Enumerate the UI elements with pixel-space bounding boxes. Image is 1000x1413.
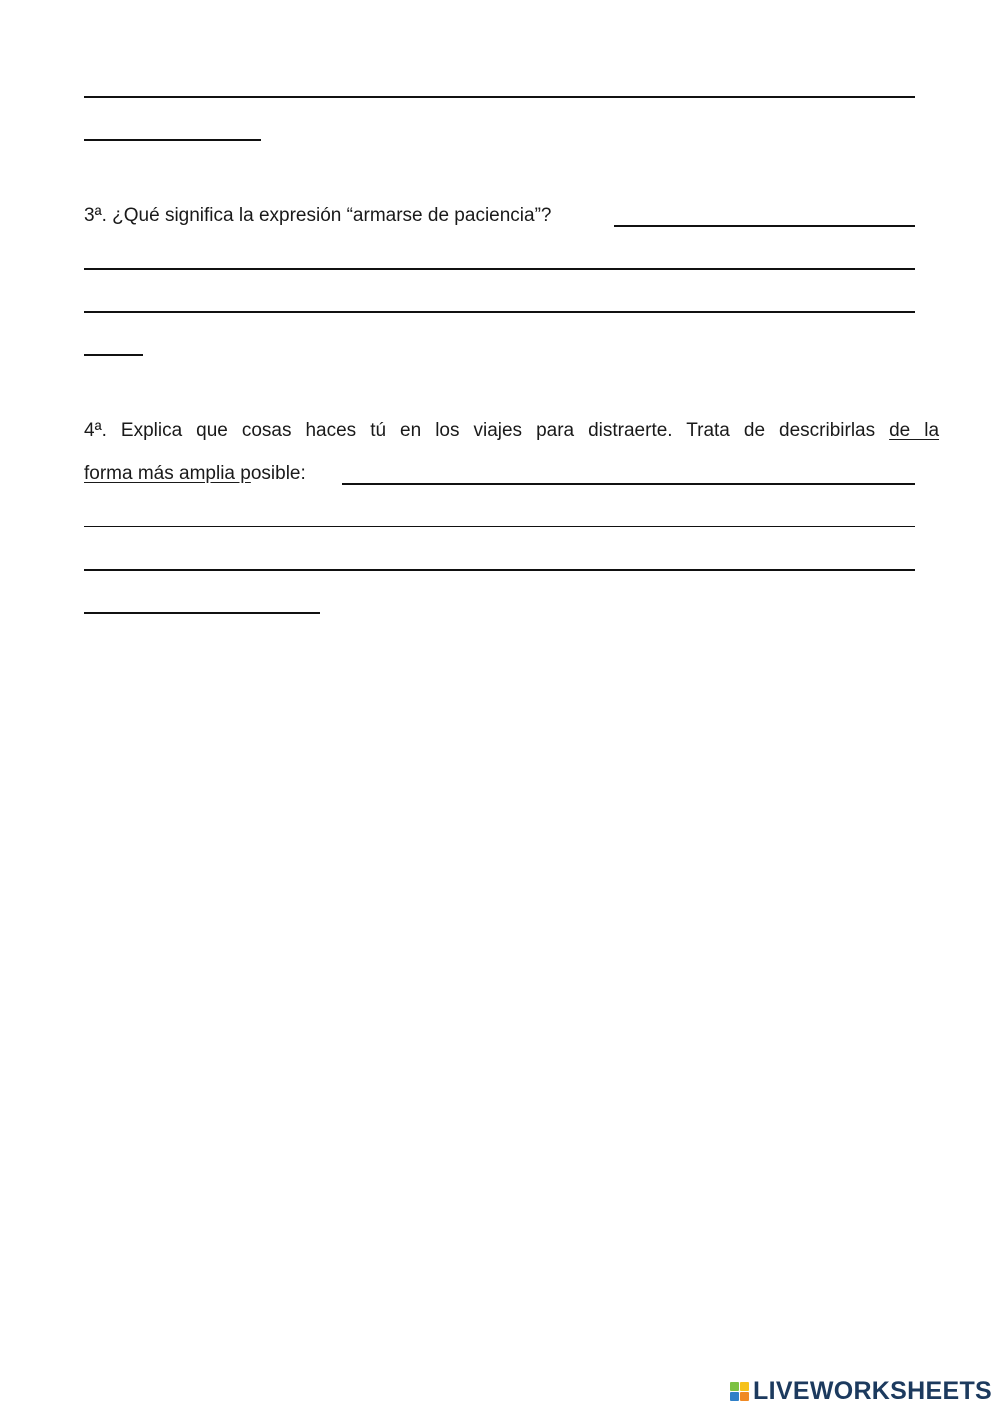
brand-name: LIVEWORKSHEETS: [753, 1376, 992, 1405]
liveworksheets-mark-icon: [730, 1382, 749, 1401]
q4-word: distraerte.: [588, 420, 673, 441]
answer-line[interactable]: [84, 96, 915, 98]
answer-line[interactable]: [84, 139, 261, 141]
mark-square: [740, 1382, 749, 1391]
q4-word: de: [743, 420, 766, 441]
answer-line[interactable]: [84, 569, 915, 571]
question-4-prompt-line-1: [84, 419, 939, 443]
answer-line[interactable]: [84, 268, 915, 270]
liveworksheets-logo: [730, 1377, 992, 1405]
q4-word: viajes: [473, 420, 523, 441]
answer-line[interactable]: [84, 354, 143, 356]
answer-line[interactable]: [84, 311, 915, 313]
answer-line[interactable]: [84, 612, 320, 614]
q4-word: que: [196, 420, 228, 441]
answer-line[interactable]: [614, 225, 915, 227]
q4-word: para: [536, 420, 575, 441]
q4-word: los: [435, 420, 460, 441]
q4-word: en: [400, 420, 422, 441]
q4-underlined-text: de la: [889, 420, 940, 441]
q4-word: Explica: [120, 420, 183, 441]
mark-square: [730, 1392, 739, 1401]
q4-word: tú: [370, 420, 387, 441]
q4-word: cosas: [241, 420, 292, 441]
q4-word: 4ª.: [84, 420, 107, 441]
mark-square: [740, 1392, 749, 1401]
mark-square: [730, 1382, 739, 1391]
q4-word: Trata: [686, 420, 730, 441]
q4-word: haces: [305, 420, 357, 441]
question-4-prompt-line-2: [84, 462, 306, 486]
q4-plain-text: osible:: [250, 463, 306, 484]
answer-line[interactable]: [342, 483, 915, 485]
answer-line[interactable]: [84, 526, 915, 527]
q4-word: describirlas: [779, 420, 876, 441]
q4-underlined-text: forma más amplia p: [84, 463, 251, 484]
question-3-prompt: 3ª. ¿Qué significa la expresión “armarse de paciencia”?: [84, 205, 552, 226]
